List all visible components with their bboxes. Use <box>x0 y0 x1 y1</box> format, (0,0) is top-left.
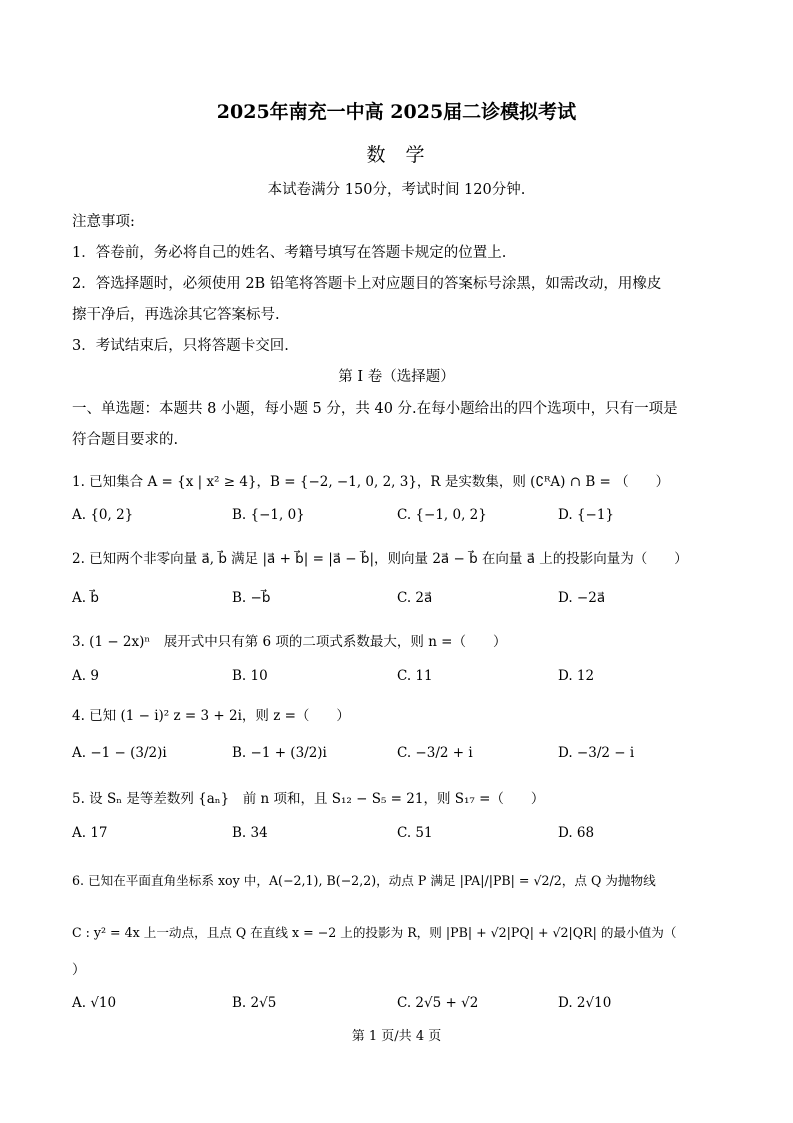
question-3-stem: 3. (1 − 2x)ⁿ 展开式中只有第 6 项的二项式系数最大，则 n =（ ） <box>72 634 507 650</box>
option-b[interactable]: B. 10 <box>232 668 268 684</box>
option-c[interactable]: C. 11 <box>397 668 433 684</box>
option-a[interactable]: A. {0, 2} <box>72 507 134 523</box>
option-c[interactable]: C. 2a⃗ <box>397 590 433 606</box>
option-c[interactable]: C. 51 <box>397 825 433 841</box>
option-d[interactable]: D. 12 <box>558 668 595 684</box>
question-4-stem: 4. 已知 (1 − i)² z = 3 + 2i，则 z =（ ） <box>72 708 350 724</box>
option-b[interactable]: B. 2√5 <box>232 995 277 1011</box>
section-title: 第 I 卷（选择题） <box>338 369 455 385</box>
note-item: 1．答卷前，务必将自己的姓名、考籍号填写在答题卡规定的位置上. <box>72 245 507 261</box>
option-b[interactable]: B. 34 <box>232 825 268 841</box>
page-footer: 第 1 页/共 4 页 <box>351 1029 442 1044</box>
option-c[interactable]: C. −3/2 + i <box>397 745 473 761</box>
question-6-stem: 6. 已知在平面直角坐标系 xoy 中，A(−2,1), B(−2,2)，动点 P 满足 |PA|/|PB| = √2/2，点 Q 为抛物线 <box>72 873 656 888</box>
section-intro-cont: 符合题目要求的. <box>72 432 179 448</box>
option-c[interactable]: C. {−1, 0, 2} <box>397 507 487 523</box>
option-d[interactable]: D. 68 <box>558 825 595 841</box>
note-item: 3．考试结束后，只将答题卡交回. <box>72 338 289 354</box>
option-d[interactable]: D. {−1} <box>558 507 615 523</box>
option-d[interactable]: D. −2a⃗ <box>558 590 606 606</box>
question-6-stem-end: ） <box>72 962 86 978</box>
question-2-stem: 2. 已知两个非零向量 a⃗, b⃗ 满足 |a⃗ + b⃗| = |a⃗ − b⃗|，则向量 2a⃗ − b⃗ 在向量 a⃗ 上的投影向量为（ ） <box>72 551 688 567</box>
option-a[interactable]: A. b⃗ <box>72 590 99 606</box>
exam-meta: 本试卷满分 150分，考试时间 120分钟. <box>267 182 526 198</box>
section-intro: 一、单选题：本题共 8 小题，每小题 5 分，共 40 分.在每小题给出的四个选项中，只有一项是 <box>72 401 678 417</box>
question-1-stem: 1. 已知集合 A = {x | x² ≥ 4}，B = {−2, −1, 0, 2, 3}，R 是实数集，则 (∁ᴿA) ∩ B = （ ） <box>72 474 670 490</box>
option-c[interactable]: C. 2√5 + √2 <box>397 995 479 1011</box>
note-item: 2．答选择题时，必须使用 2B 铅笔将答题卡上对应题目的答案标号涂黑，如需改动，用橡皮 <box>72 276 662 292</box>
option-a[interactable]: A. 17 <box>72 825 108 841</box>
option-d[interactable]: D. 2√10 <box>558 995 612 1011</box>
option-b[interactable]: B. {−1, 0} <box>232 507 305 523</box>
option-a[interactable]: A. −1 − (3/2)i <box>72 745 167 761</box>
notes-heading: 注意事项: <box>72 214 135 230</box>
option-a[interactable]: A. 9 <box>72 668 99 684</box>
option-b[interactable]: B. −1 + (3/2)i <box>232 745 327 761</box>
option-d[interactable]: D. −3/2 − i <box>558 745 635 761</box>
question-6-stem-cont: C : y² = 4x 上一动点，且点 Q 在直线 x = −2 上的投影为 R，则 |PB| + √2|PQ| + √2|QR| 的最小值为（ <box>72 925 677 940</box>
option-b[interactable]: B. −b⃗ <box>232 590 271 606</box>
option-a[interactable]: A. √10 <box>72 995 117 1011</box>
note-item: 擦干净后，再选涂其它答案标号. <box>72 307 280 323</box>
subject-title: 数学 <box>366 144 445 166</box>
question-5-stem: 5. 设 Sₙ 是等差数列 {aₙ} 前 n 项和，且 S₁₂ − S₅ = 21，则 S₁₇ =（ ） <box>72 791 545 807</box>
exam-title: 2025年南充一中高 2025届二诊模拟考试 <box>216 101 577 123</box>
